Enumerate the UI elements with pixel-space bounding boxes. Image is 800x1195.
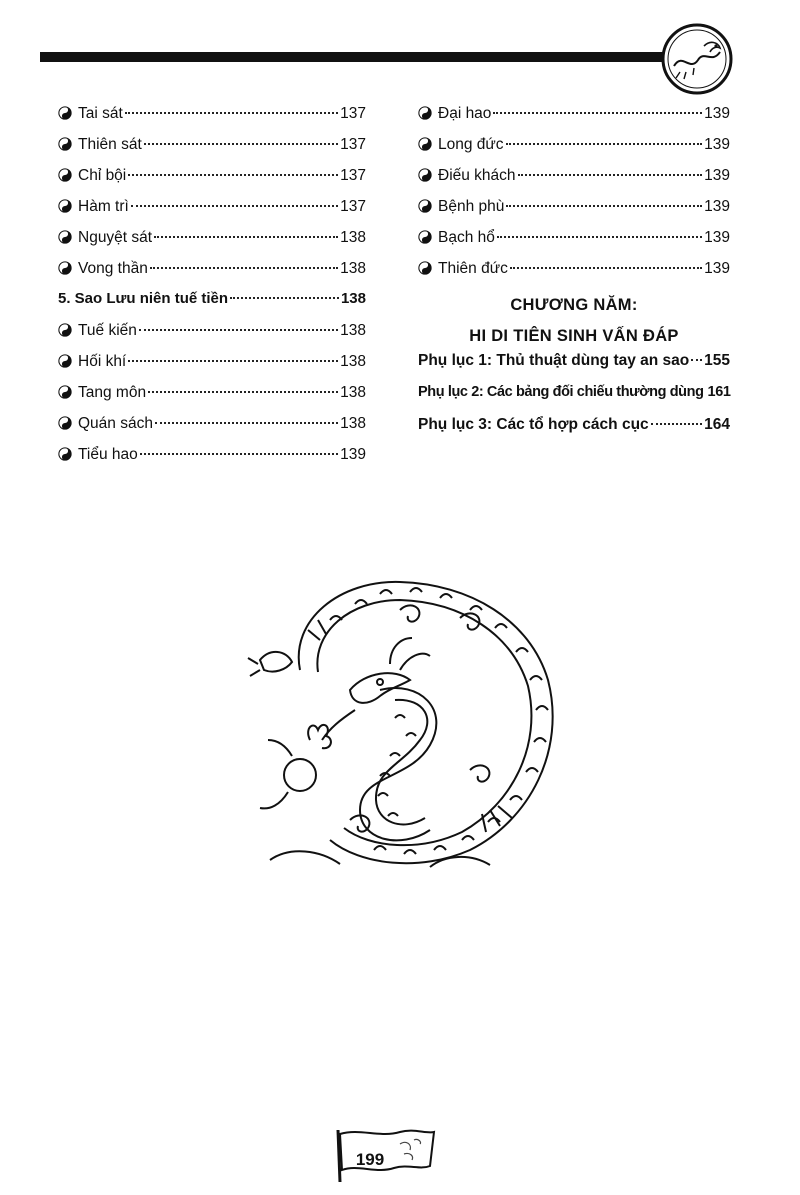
toc-entry[interactable] xyxy=(418,259,730,290)
yin-yang-icon xyxy=(58,354,72,368)
yin-yang-icon xyxy=(58,230,72,244)
toc-entry-page: 138 xyxy=(340,415,366,432)
toc-entry-page: 139 xyxy=(340,446,366,463)
leader-dots xyxy=(131,205,338,207)
leader-dots xyxy=(139,329,338,331)
leader-dots xyxy=(154,236,338,238)
toc-entry[interactable] xyxy=(58,197,366,228)
toc-entry[interactable] xyxy=(58,352,366,383)
toc-entry[interactable] xyxy=(418,135,730,166)
toc-section[interactable] xyxy=(58,290,366,321)
appendix-label: Phụ lục 1: Thủ thuật dùng tay an sao xyxy=(418,352,690,369)
toc-entry-label: Hối khí xyxy=(78,353,127,370)
leader-dots xyxy=(125,112,338,114)
toc-right-column xyxy=(418,104,730,448)
toc-entry-label: Tai sát xyxy=(78,105,123,122)
toc-entry-page: 138 xyxy=(340,384,366,401)
toc-section-label: 5. Sao Lưu niên tuế tiền xyxy=(58,290,229,307)
leader-dots xyxy=(150,267,338,269)
appendix-label: Phụ lục 2: Các bảng đối chiếu thường dùng xyxy=(418,384,704,400)
yin-yang-icon xyxy=(58,168,72,182)
toc-entry-label: Điếu khách xyxy=(438,167,516,184)
yin-yang-icon xyxy=(418,168,432,182)
yin-yang-icon xyxy=(418,106,432,120)
leader-dots xyxy=(510,267,702,269)
toc-entry-page: 139 xyxy=(704,198,730,215)
toc-entry-page: 139 xyxy=(704,260,730,277)
yin-yang-icon xyxy=(418,261,432,275)
toc-entry-label: Quán sách xyxy=(78,415,153,432)
toc-entry[interactable] xyxy=(58,104,366,135)
leader-dots xyxy=(128,360,338,362)
toc-entry-page: 138 xyxy=(340,353,366,370)
toc-entry-label: Bệnh phù xyxy=(438,198,505,215)
yin-yang-icon xyxy=(58,385,72,399)
toc-entry[interactable] xyxy=(58,445,366,476)
toc-entry-label: Nguyệt sát xyxy=(78,229,153,246)
leader-dots xyxy=(230,297,339,299)
leader-dots xyxy=(497,236,702,238)
yin-yang-icon xyxy=(418,137,432,151)
appendix-page: 155 xyxy=(704,352,730,369)
appendix-entry[interactable] xyxy=(418,352,730,384)
leader-dots xyxy=(155,422,338,424)
toc-entry-page: 137 xyxy=(340,136,366,153)
toc-entry-label: Tiểu hao xyxy=(78,446,138,463)
yin-yang-icon xyxy=(418,230,432,244)
yin-yang-icon xyxy=(58,447,72,461)
toc-entry[interactable] xyxy=(58,135,366,166)
header-rule xyxy=(40,52,680,62)
toc-entry-page: 138 xyxy=(340,260,366,277)
leader-dots xyxy=(140,453,338,455)
toc-entry[interactable] xyxy=(58,383,366,414)
toc-entry-page: 138 xyxy=(340,322,366,339)
appendix-page: 164 xyxy=(704,416,730,433)
toc-entry[interactable] xyxy=(58,228,366,259)
toc-entry-label: Thiên sát xyxy=(78,136,142,153)
yin-yang-icon xyxy=(58,261,72,275)
leader-dots xyxy=(506,205,702,207)
toc-entry[interactable] xyxy=(418,197,730,228)
leader-dots xyxy=(148,391,338,393)
toc-entry-page: 137 xyxy=(340,198,366,215)
toc-entry[interactable] xyxy=(58,259,366,290)
yin-yang-icon xyxy=(58,323,72,337)
leader-dots xyxy=(144,143,338,145)
toc-entry-page: 138 xyxy=(340,229,366,246)
toc-entry-label: Chỉ bội xyxy=(78,167,127,184)
chapter-title-line1: CHƯƠNG NĂM: xyxy=(510,296,638,314)
toc-entry-label: Bạch hổ xyxy=(438,229,495,246)
toc-entry[interactable] xyxy=(418,166,730,197)
toc-left-column xyxy=(58,104,366,476)
appendix-entry[interactable] xyxy=(418,416,730,448)
leader-dots xyxy=(651,423,702,425)
toc-entry-label: Long đức xyxy=(438,136,504,153)
leader-dots xyxy=(493,112,702,114)
toc-entry[interactable] xyxy=(58,166,366,197)
toc-entry[interactable] xyxy=(418,104,730,135)
toc-entry-page: 139 xyxy=(704,105,730,122)
toc-entry-label: Tang môn xyxy=(78,384,147,401)
yin-yang-icon xyxy=(58,137,72,151)
appendix-page: 161 xyxy=(707,384,731,400)
toc-entry[interactable] xyxy=(58,321,366,352)
appendix-entry[interactable] xyxy=(418,384,730,416)
toc-entry[interactable] xyxy=(418,228,730,259)
toc-entry-page: 137 xyxy=(340,167,366,184)
toc-entry-page: 137 xyxy=(340,105,366,122)
leader-dots xyxy=(691,359,702,361)
toc-entry-label: Đại hao xyxy=(438,105,492,122)
toc-entry[interactable] xyxy=(58,414,366,445)
appendix-label: Phụ lục 3: Các tổ hợp cách cục xyxy=(418,416,649,433)
toc-entry-label: Tuế kiến xyxy=(78,322,137,339)
leader-dots xyxy=(506,143,703,145)
leader-dots xyxy=(518,174,703,176)
yin-yang-icon xyxy=(418,199,432,213)
toc-entry-page: 139 xyxy=(704,136,730,153)
leader-dots xyxy=(128,174,338,176)
toc-entry-page: 139 xyxy=(704,167,730,184)
yin-yang-icon xyxy=(58,416,72,430)
toc-entry-label: Hàm trì xyxy=(78,198,129,215)
toc-entry-page: 139 xyxy=(704,229,730,246)
toc-entry-label: Thiên đức xyxy=(438,260,508,277)
toc-entry-label: Vong thần xyxy=(78,260,148,277)
yin-yang-icon xyxy=(58,106,72,120)
chapter-title-line2[interactable]: HI DI TIÊN SINH VẤN ĐÁP xyxy=(469,327,679,345)
dragon-emblem-icon xyxy=(660,22,734,96)
page-number: 199 xyxy=(355,1150,385,1169)
coiled-dragon-illustration xyxy=(230,560,590,890)
yin-yang-icon xyxy=(58,199,72,213)
toc-section-page: 138 xyxy=(340,290,366,307)
